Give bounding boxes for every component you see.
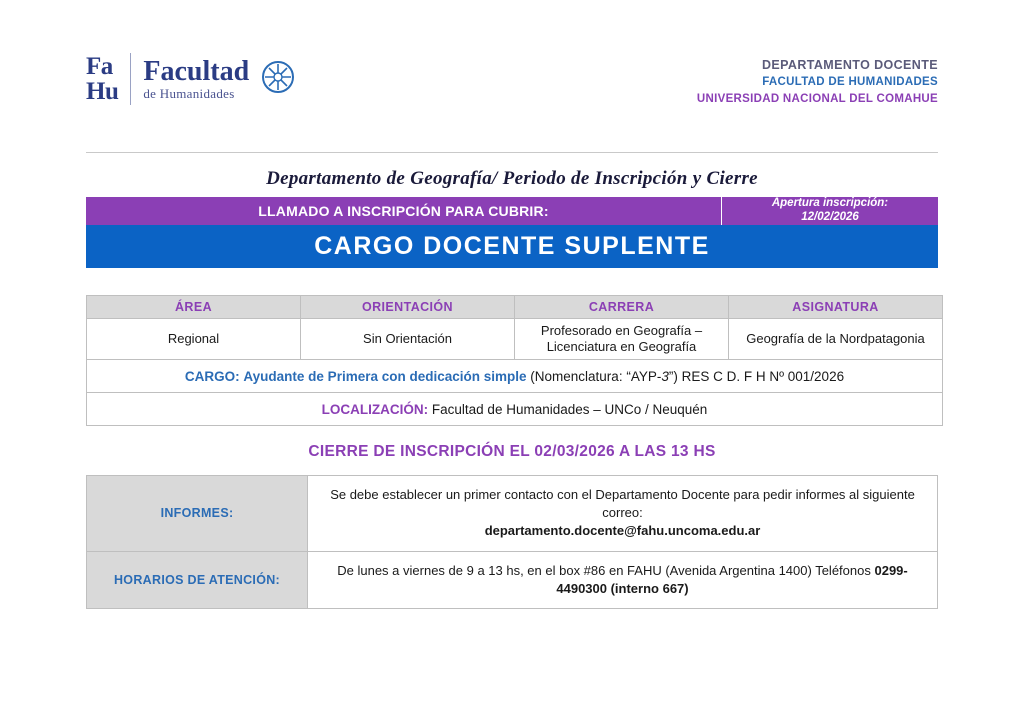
table-header-row <box>87 296 943 319</box>
table-row-cargo <box>87 360 943 393</box>
logo-wordmark <box>143 57 249 100</box>
snowflake-icon <box>261 60 295 99</box>
informes-text: Se debe establecer un primer contacto con el Departamento Docente para pedir informes al siguiente correo: <box>330 487 915 521</box>
column-header-area: ÁREA <box>87 296 301 319</box>
localizacion-row <box>87 393 943 426</box>
cell-orientacion: Sin Orientación <box>301 319 515 360</box>
cargo-nomenclature-code: 3 <box>661 368 669 384</box>
localizacion-value: Facultad de Humanidades – UNCo / Neuquén <box>431 401 708 417</box>
opening-date: 12/02/2026 <box>801 211 859 223</box>
localizacion-label: LOCALIZACIÓN: <box>321 401 429 417</box>
logo-divider <box>130 53 131 105</box>
column-header-carrera: CARRERA <box>515 296 729 319</box>
column-header-orientacion: ORIENTACIÓN <box>301 296 515 319</box>
opening-label: Apertura inscripción: <box>771 197 889 210</box>
position-details-table <box>86 295 943 426</box>
call-banner-top <box>86 197 938 225</box>
document-header <box>86 48 938 118</box>
header-divider <box>86 152 938 153</box>
cell-area: Regional <box>87 319 301 360</box>
header-department: DEPARTAMENTO DOCENTE <box>761 58 938 72</box>
call-label: LLAMADO A INSCRIPCIÓN PARA CUBRIR: <box>258 203 549 219</box>
table-row <box>87 476 938 552</box>
logo-fa-text: Fa <box>86 53 113 80</box>
table-row <box>87 319 943 360</box>
logo-faculty-text: Facultad <box>143 56 250 88</box>
logo-fahu-monogram <box>86 54 130 104</box>
informes-body <box>308 476 938 552</box>
cell-asignatura: Geografía de la Nordpatagonia <box>729 319 943 360</box>
cell-carrera: Profesorado en Geografía – Licenciatura en Geografía <box>515 319 729 360</box>
page-title: Departamento de Geografía/ Periodo de Inscripción y Cierre <box>266 168 758 189</box>
table-row-localizacion <box>87 393 943 426</box>
cargo-nomenclature-post: ”) RES C D. F H Nº 001/2026 <box>668 368 845 384</box>
contact-info-table <box>86 475 938 609</box>
cargo-value: Ayudante de Primera con dedicación simple <box>243 368 527 384</box>
header-university: UNIVERSIDAD NACIONAL DEL COMAHUE <box>696 92 938 105</box>
cargo-label: CARGO: <box>184 368 240 384</box>
header-institution-block <box>697 56 938 107</box>
cargo-row <box>87 360 943 393</box>
fahu-logo <box>86 48 295 110</box>
position-title: CARGO DOCENTE SUPLENTE <box>86 225 938 268</box>
horarios-phone: 0299-4490300 (interno 667) <box>556 562 908 596</box>
cargo-nomenclature-pre: (Nomenclatura: “AYP- <box>530 368 662 384</box>
opening-date-block <box>721 197 938 225</box>
table-row <box>87 551 938 608</box>
informes-email: departamento.docente@fahu.uncoma.edu.ar <box>484 523 761 539</box>
horarios-body <box>308 551 938 608</box>
informes-label: INFORMES: <box>87 476 308 552</box>
horarios-label: HORARIOS DE ATENCIÓN: <box>87 551 308 608</box>
column-header-asignatura: ASIGNATURA <box>729 296 943 319</box>
logo-subtitle-text: de Humanidades <box>143 85 235 101</box>
closing-notice: CIERRE DE INSCRIPCIÓN EL 02/03/2026 A LAS 13 HS <box>308 443 716 460</box>
header-faculty: FACULTAD DE HUMANIDADES <box>762 76 938 89</box>
logo-hu-text: Hu <box>86 78 119 105</box>
call-banner <box>86 197 938 268</box>
horarios-text: De lunes a viernes de 9 a 13 hs, en el box #86 en FAHU (Avenida Argentina 1400) Teléfonos <box>337 562 871 578</box>
